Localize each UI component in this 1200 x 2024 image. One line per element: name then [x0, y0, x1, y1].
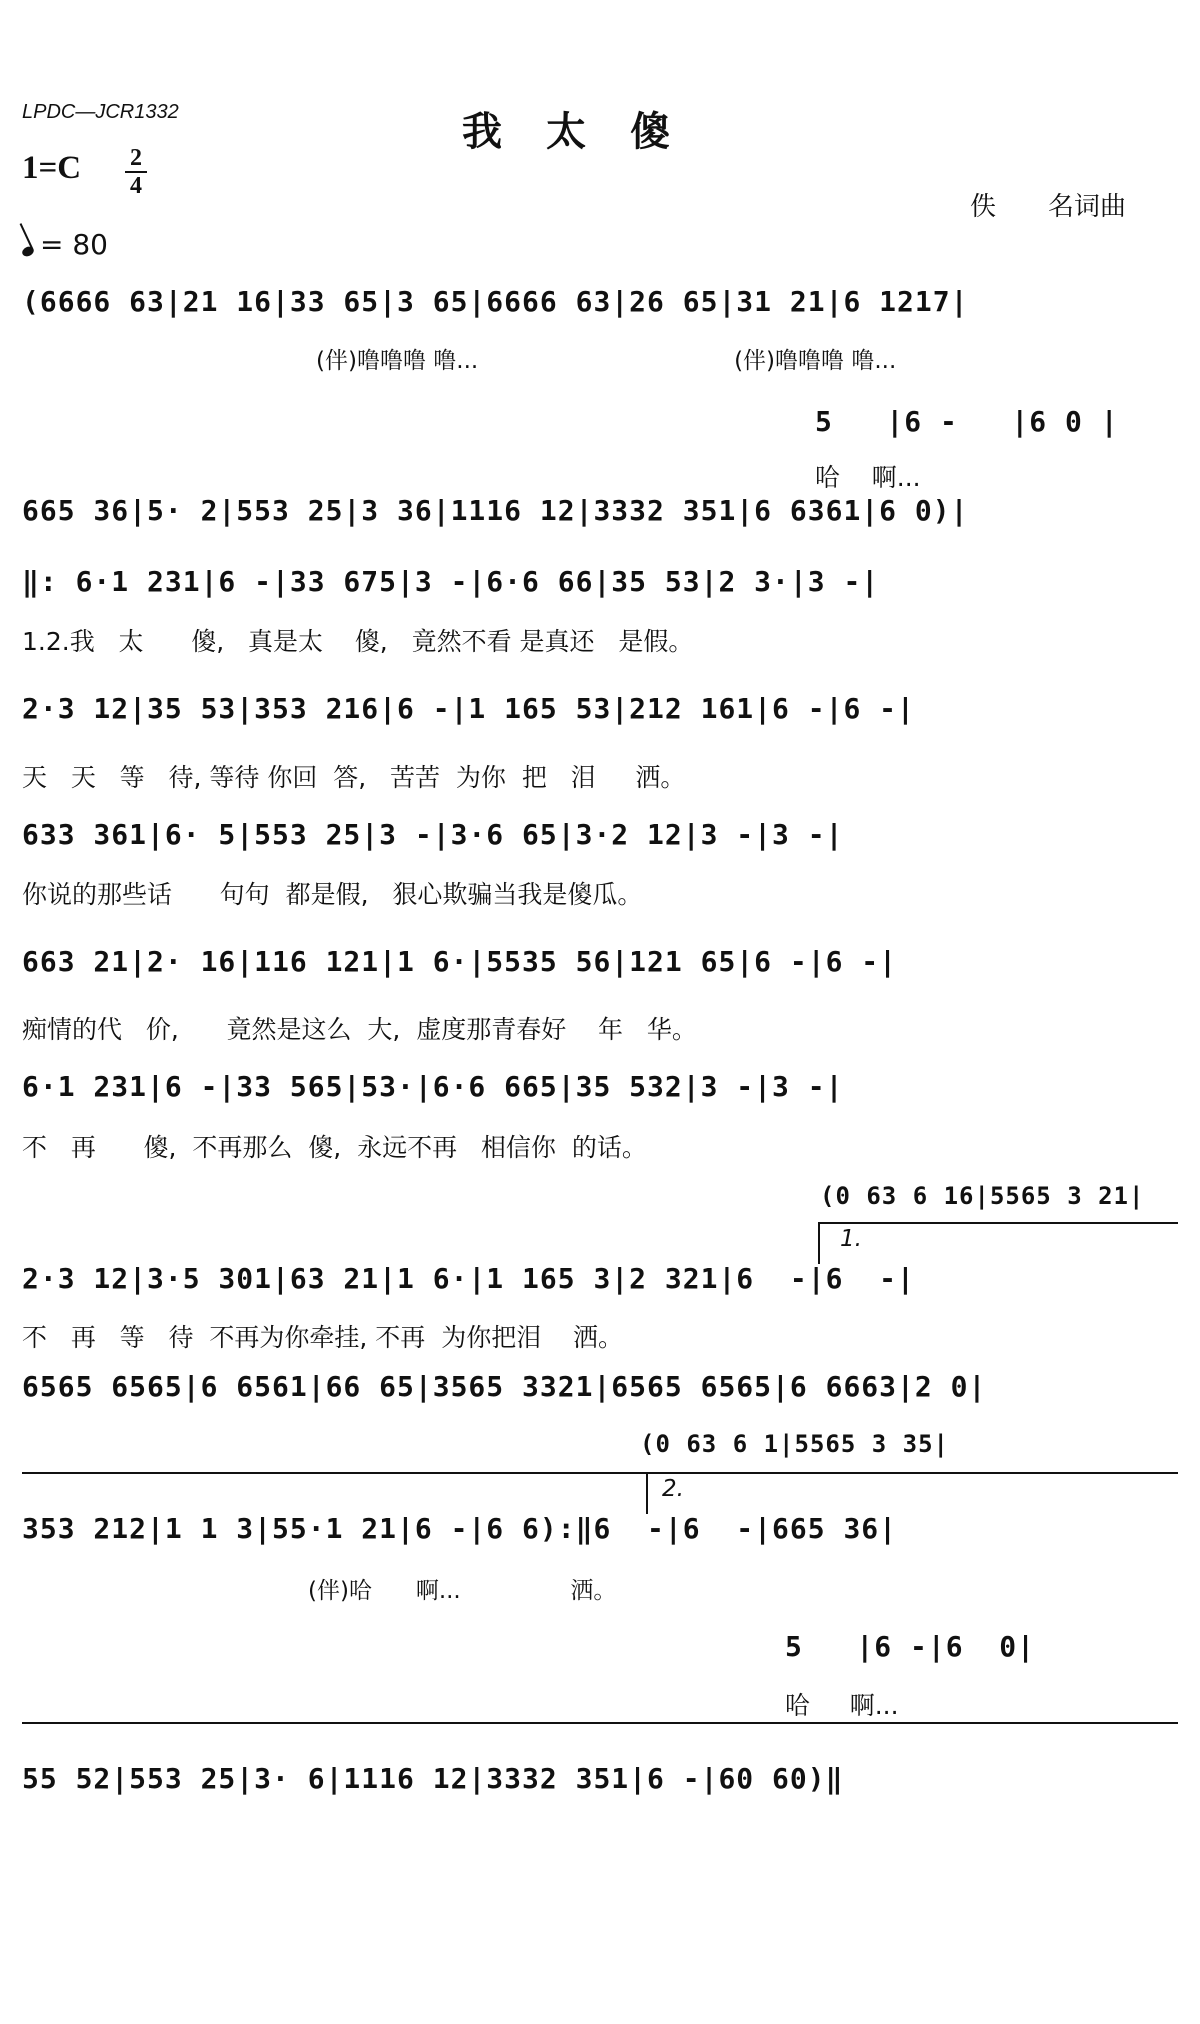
score-line-3: 665 36|5· 2|553 25|3 36|1116 12|3332 351|6 6361|6 0)| [22, 494, 969, 527]
score-line-5: 2·3 12|35 53|353 216|6 -|1 165 53|212 161|6 -|6 -| [22, 692, 915, 725]
score-line-15: 55 52|553 25|3· 6|1116 12|3332 351|6 -|60 60)‖ [22, 1762, 844, 1795]
lyric-line-1: (伴)噜噜噜 噜... (伴)噜噜噜 噜... [316, 348, 897, 374]
volta-line-1 [818, 1222, 1178, 1224]
lyric-line-5: 天 天 等 待, 等待 你回 答, 苦苦 为你 把 泪 洒。 [22, 763, 686, 792]
lyric-line-6: 你说的那些话 句句 都是假, 狠心欺骗当我是傻瓜。 [22, 880, 643, 909]
song-title: 我太傻 [462, 108, 714, 155]
volta-bracket-2 [646, 1472, 648, 1514]
volta-second-ending: 2. [662, 1476, 684, 1502]
tempo-marking: = 80 [22, 228, 108, 261]
system-divider-2 [22, 1722, 1178, 1724]
catalog-code: LPDC—JCR1332 [22, 101, 179, 123]
time-sig-bottom: 4 [130, 173, 142, 199]
key-signature: 1=C [22, 150, 82, 186]
score-line-10: 2·3 12|3·5 301|63 21|1 6·|1 165 3|2 321|6 -|6 -| [22, 1262, 915, 1295]
lyric-line-8: 不 再 傻, 不再那么 傻, 永远不再 相信你 的话。 [22, 1133, 647, 1162]
lyric-line-7: 痴情的代 价, 竟然是这么 大, 虚度那青春好 年 华。 [22, 1015, 697, 1044]
score-line-12: (0 63 6 1|5565 3 35| [640, 1430, 949, 1458]
system-divider [22, 1472, 1178, 1474]
quarter-note-icon [21, 245, 36, 258]
score-line-13: 353 212|1 1 3|55·1 21|6 -|6 6):‖6 -|6 -|665 36| [22, 1512, 898, 1545]
score-line-2: 5 |6 - |6 0 | [815, 405, 1119, 438]
score-line-1: (6666 63|21 16|33 65|3 65|6666 63|26 65|31 21|6 1217| [22, 285, 969, 318]
volta-bracket-1 [818, 1222, 820, 1264]
score-line-9: (0 63 6 16|5565 3 21| [820, 1182, 1145, 1210]
time-signature [125, 146, 147, 198]
lyric-line-10: 不 再 等 待 不再为你牵挂, 不再 为你把泪 洒。 [22, 1323, 623, 1352]
lyric-line-4: 1.2.我 太 傻, 真是太 傻, 竟然不看 是真还 是假。 [22, 627, 694, 656]
lyric-line-2: 哈 啊... [815, 463, 921, 492]
time-sig-top: 2 [130, 145, 142, 171]
author-credit: 佚 名词曲 [970, 192, 1127, 222]
score-line-4: ‖: 6·1 231|6 -|33 675|3 -|6·6 66|35 53|2 3·|3 -| [22, 565, 880, 598]
score-line-8: 6·1 231|6 -|33 565|53·|6·6 665|35 532|3 -|3 -| [22, 1070, 844, 1103]
lyric-line-13: (伴)哈 啊... 洒。 [308, 1578, 617, 1604]
score-line-7: 663 21|2· 16|116 121|1 6·|5535 56|121 65|6 -|6 -| [22, 945, 898, 978]
score-line-11: 6565 6565|6 6561|66 65|3565 3321|6565 6565|6 6663|2 0| [22, 1370, 987, 1403]
score-line-6: 633 361|6· 5|553 25|3 -|3·6 65|3·2 12|3 -|3 -| [22, 818, 844, 851]
lyric-line-14: 哈 啊... [785, 1691, 899, 1720]
volta-first-ending: 1. [840, 1226, 862, 1252]
score-line-14: 5 |6 -|6 0| [785, 1630, 1036, 1663]
